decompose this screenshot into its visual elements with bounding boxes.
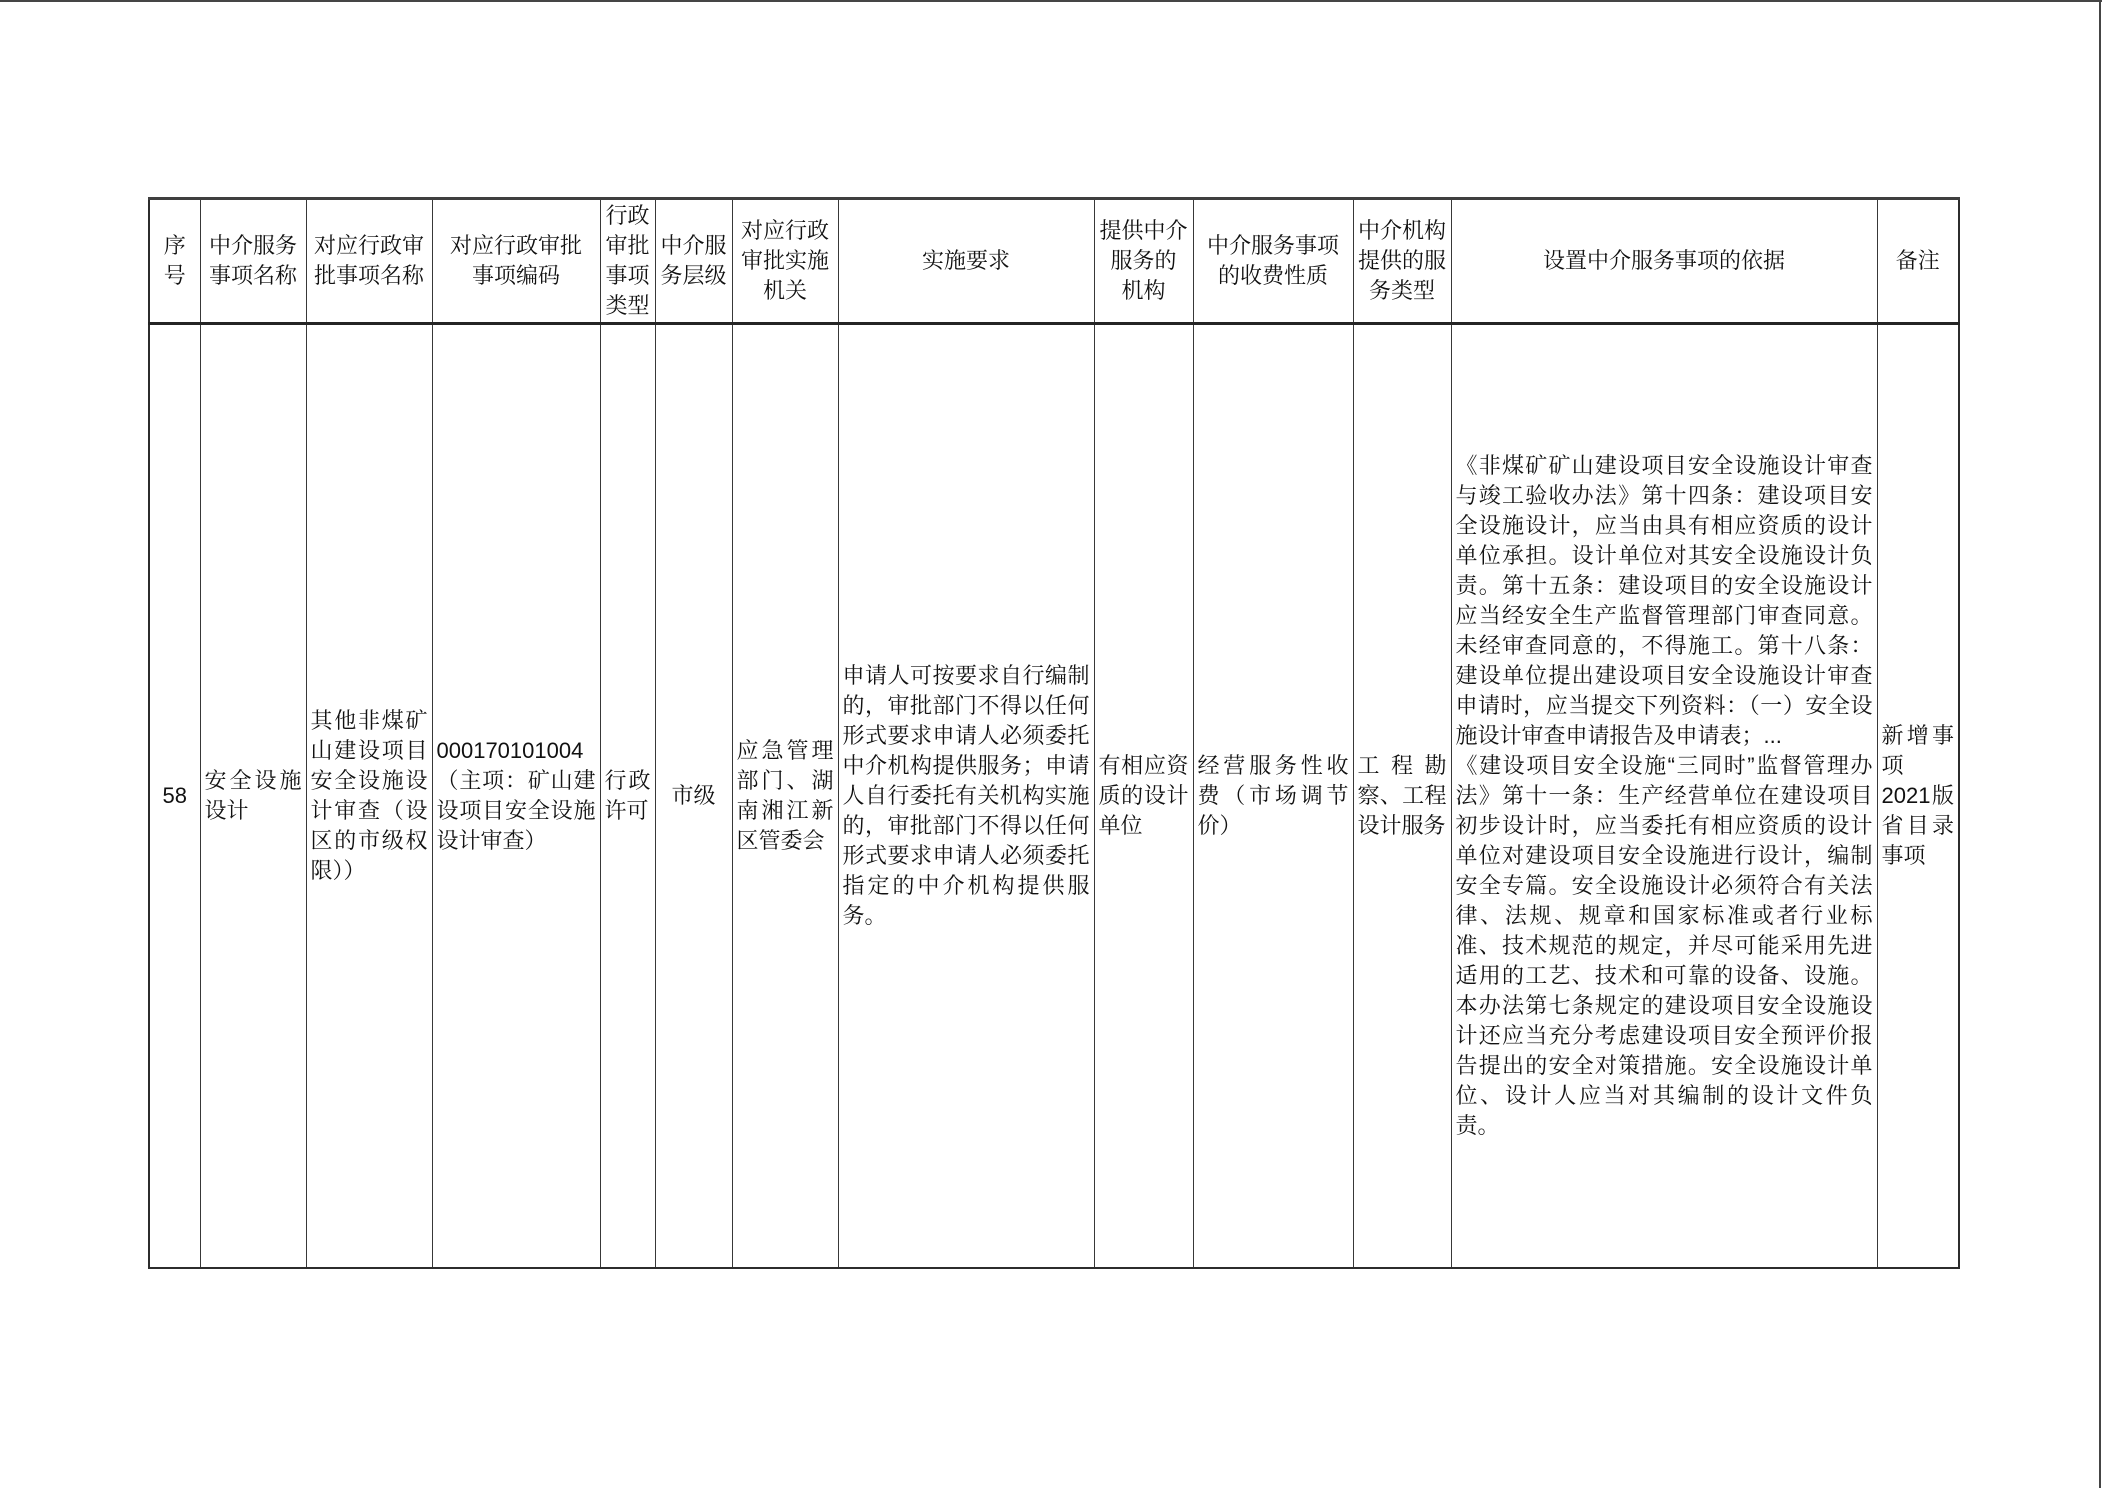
header-service-type: 中介机构提供的服务类型	[1353, 199, 1451, 324]
table-row	[149, 324, 1959, 1268]
cell-fee-nature: 经营服务性收费（市场调节价）	[1193, 324, 1353, 1268]
header-service-level: 中介服务层级	[655, 199, 732, 324]
header-approval-code: 对应行政审批 事项编码	[432, 199, 600, 324]
header-approval-type: 行政审批事项类型	[600, 199, 655, 324]
cell-approval-name: 其他非煤矿山建设项目安全设施设计审查（设区的市级权限））	[306, 324, 432, 1268]
cell-approval-code: 000170101004 （主项：矿山建设项目安全设施设计审查）	[432, 324, 600, 1268]
cell-setting-basis: 《非煤矿矿山建设项目安全设施设计审查与竣工验收办法》第十四条：建设项目安全设施设计，应当由具有相应资质的设计单位承担。设计单位对其安全设施设计负责。第十五条：建设项目的安全设施设计应当经安全生产监督管理部门审查同意。未经审查同意的，不得施工。第十八条：建设单位提出建设项目安全设施设计审查申请时，应当提交下列资料：（一）安全设施设计审查申请报告及申请表；... 《建设项目安全设施“三同时”监督管理办法》第十一条：生产经营单位在建设项目初步设计时，应当委托有相应资质的设计单位对建设项目安全设施进行设计，编制安全专篇。安全设施设计必须符合有关法律、法规、规章和国家标准或者行业标准、技术规范的规定，并尽可能采用先进适用的工艺、技术和可靠的设备、设施。本办法第七条规定的建设项目安全设施设计还应当充分考虑建设项目安全预评价报告提出的安全对策措施。安全设施设计单位、设计人应当对其编制的设计文件负责。	[1451, 324, 1877, 1268]
cell-service-name: 安全设施设计	[200, 324, 306, 1268]
header-service-name: 中介服务事项名称	[200, 199, 306, 324]
cell-service-type: 工程勘察、工程设计服务	[1353, 324, 1451, 1268]
cell-service-level: 市级	[655, 324, 732, 1268]
intermediary-service-table	[148, 197, 1960, 1269]
cell-service-provider: 有相应资质的设计单位	[1094, 324, 1193, 1268]
cell-approval-type: 行政许可	[600, 324, 655, 1268]
page-edge-top-line	[0, 0, 2102, 2]
header-remark: 备注	[1877, 199, 1959, 324]
header-row	[149, 199, 1959, 324]
cell-seq-no: 58	[149, 324, 200, 1268]
header-implementing-agency: 对应行政审批实施机关	[732, 199, 838, 324]
header-fee-nature: 中介服务事项的收费性质	[1193, 199, 1353, 324]
header-implementation-requirement: 实施要求	[838, 199, 1094, 324]
header-service-provider: 提供中介 服务的 机构	[1094, 199, 1193, 324]
header-approval-name: 对应行政审批事项名称	[306, 199, 432, 324]
cell-implementing-agency: 应急管理部门、湖南湘江新区管委会	[732, 324, 838, 1268]
cell-remark: 新增事项 2021版省目录事项	[1877, 324, 1959, 1268]
header-seq-no: 序号	[149, 199, 200, 324]
header-setting-basis: 设置中介服务事项的依据	[1451, 199, 1877, 324]
page-edge-right-line	[2099, 0, 2101, 1488]
cell-implementation-requirement: 申请人可按要求自行编制的，审批部门不得以任何形式要求申请人必须委托中介机构提供服务；申请人自行委托有关机构实施的，审批部门不得以任何形式要求申请人必须委托指定的中介机构提供服务。	[838, 324, 1094, 1268]
